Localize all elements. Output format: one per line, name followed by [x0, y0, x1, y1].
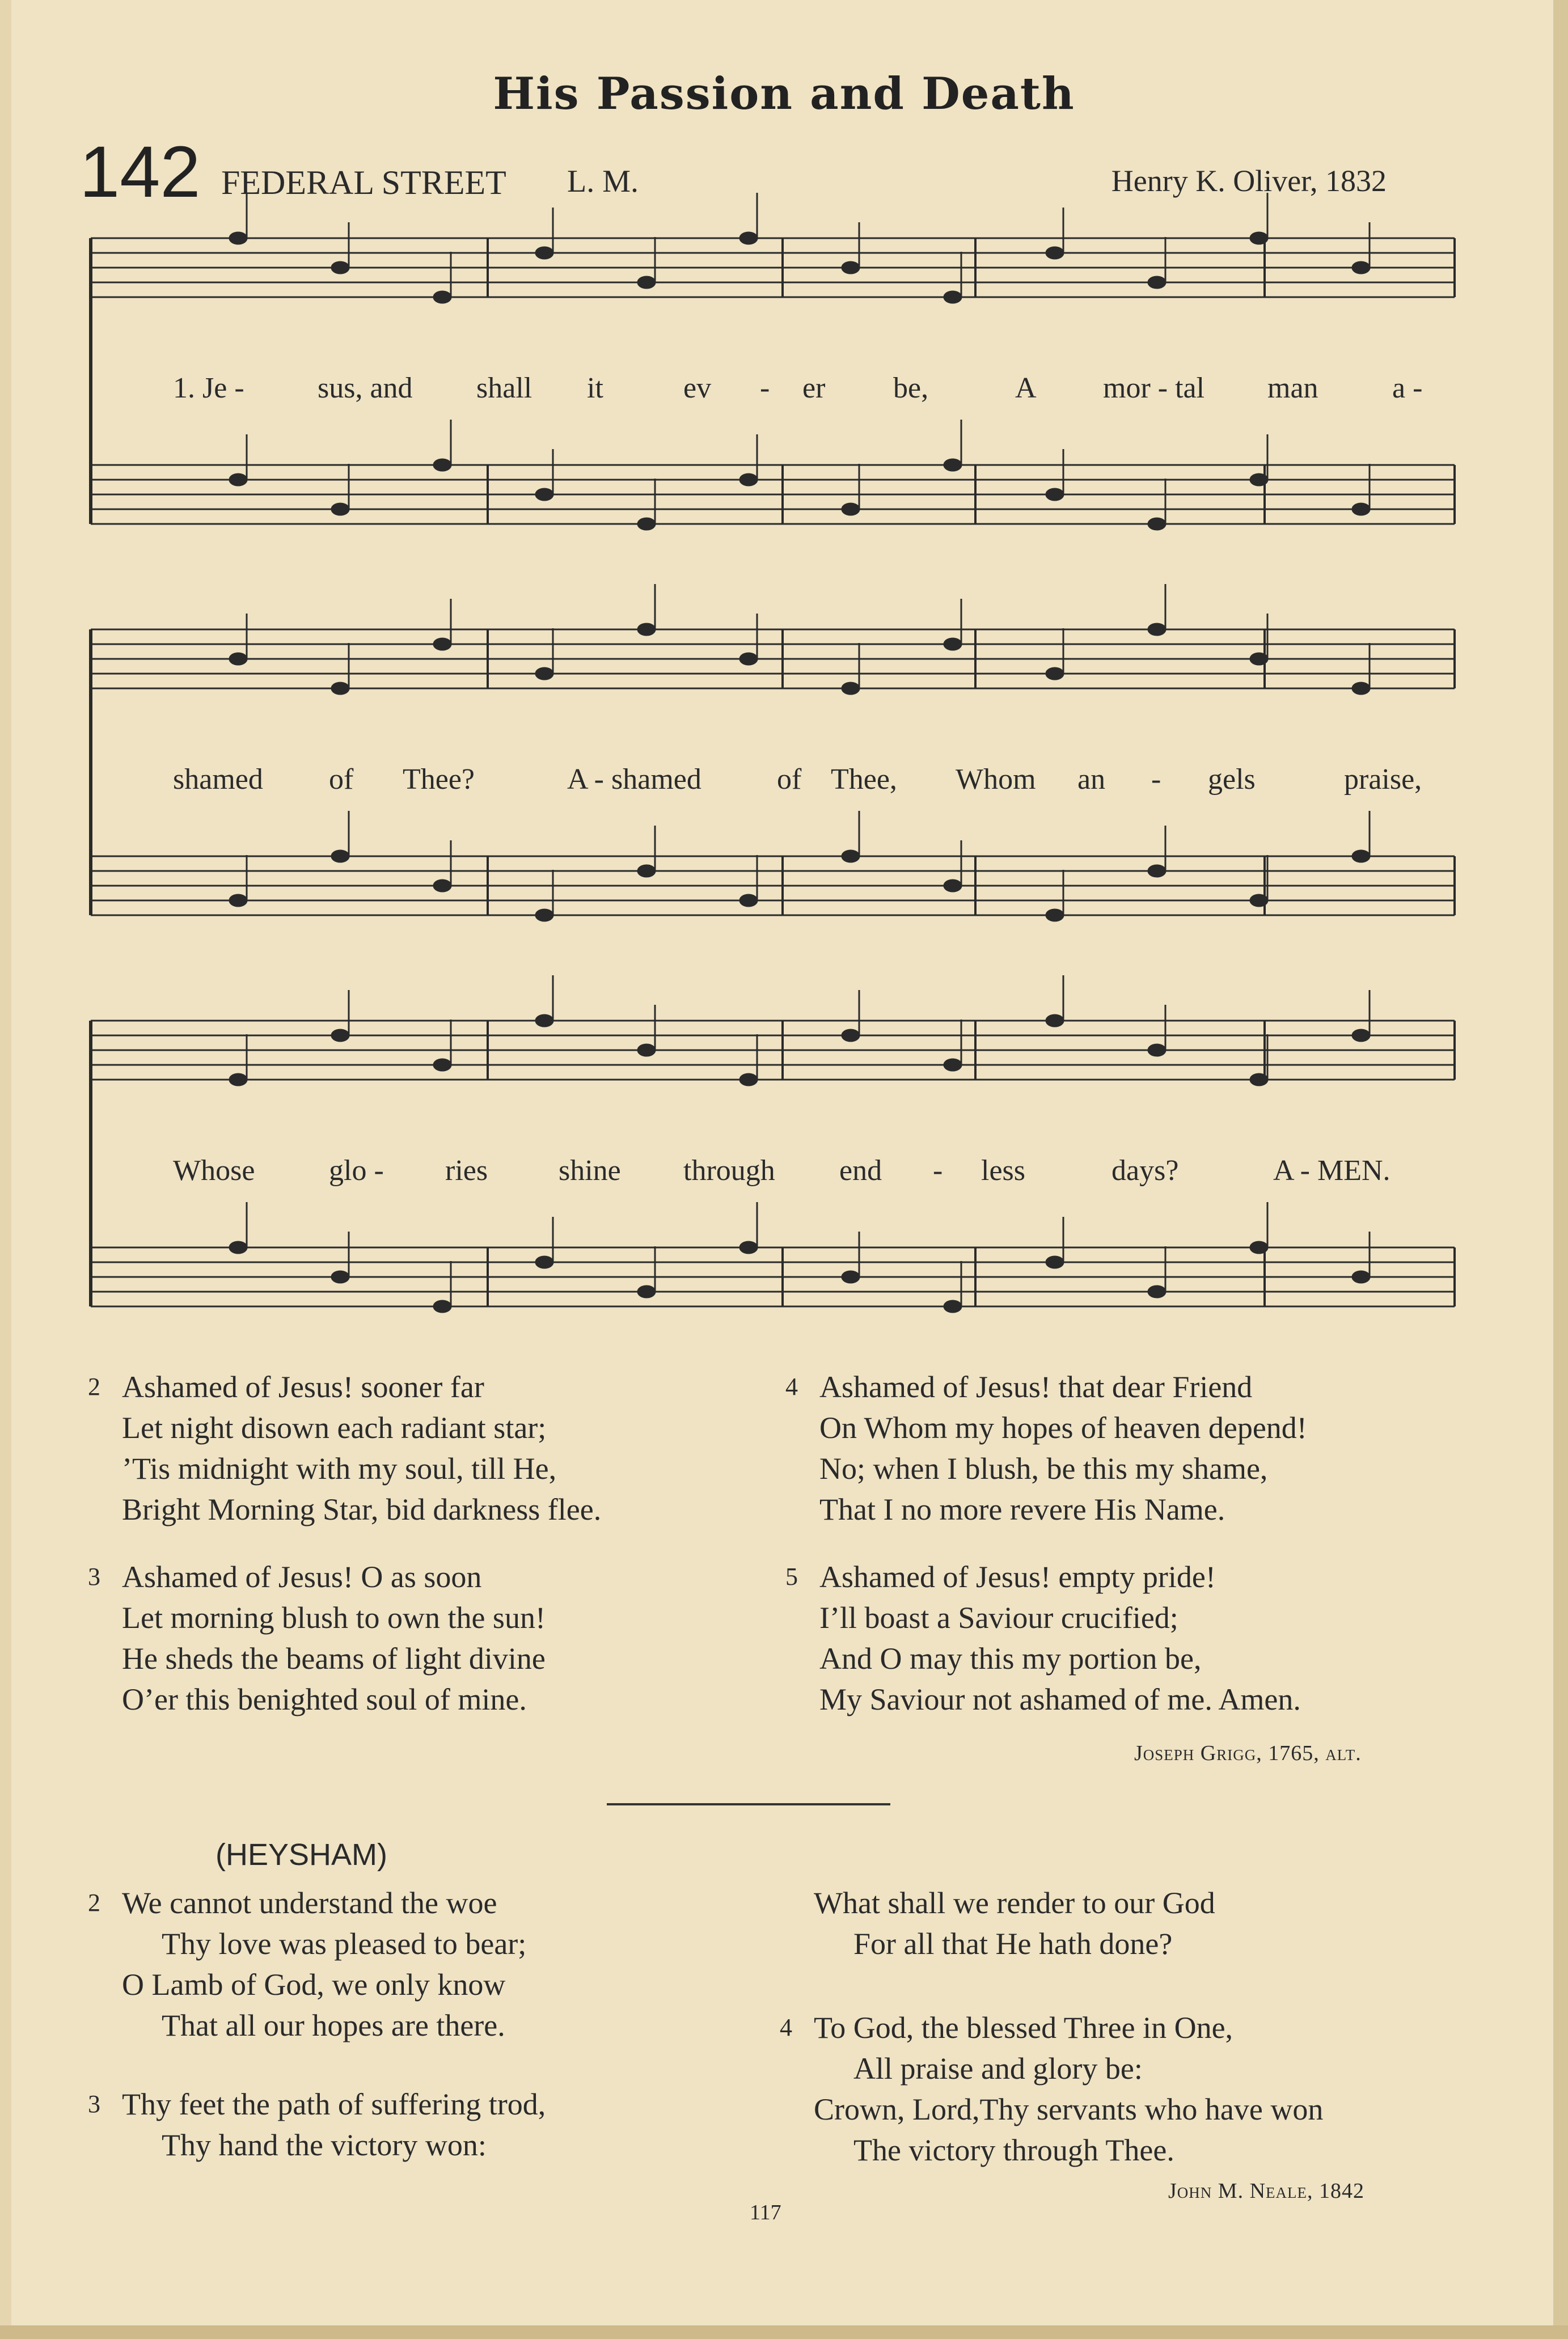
note-head [1250, 894, 1268, 907]
author-credit: Joseph Grigg, 1765, alt. [1134, 1741, 1362, 1765]
note-head [433, 638, 451, 650]
note-head [637, 276, 656, 289]
lyric: of [329, 763, 354, 796]
note-head [739, 473, 758, 486]
lyric: ev [683, 372, 712, 404]
note-head [535, 247, 553, 259]
verse-line: We cannot understand the woe [122, 1886, 497, 1920]
note-head [842, 850, 860, 862]
lyric: Whose [173, 1154, 255, 1187]
lyric: man [1267, 372, 1318, 404]
lyric: it [587, 372, 603, 404]
note-head [229, 1241, 247, 1254]
note-head [842, 1271, 860, 1283]
verse-line: ’Tis midnight with my soul, till He, [122, 1452, 557, 1486]
note-head [331, 850, 349, 862]
note-head [1250, 653, 1268, 665]
heysham-verse-4 [780, 2007, 1324, 2171]
note-head [229, 653, 247, 665]
verse-line: That all our hopes are there. [162, 2008, 505, 2042]
note-head [944, 291, 962, 303]
note-head [433, 1059, 451, 1071]
note-head [944, 459, 962, 471]
lyric: praise, [1344, 763, 1422, 796]
lyric: - [1151, 763, 1161, 796]
lyric: A - MEN. [1273, 1154, 1391, 1187]
heysham-title: (HEYSHAM) [215, 1838, 388, 1872]
verse-number: 5 [785, 1563, 798, 1591]
author-credit: John M. Neale, 1842 [1168, 2179, 1364, 2203]
note-head [229, 1073, 247, 1086]
note-head [944, 1059, 962, 1071]
note-head [1148, 1044, 1166, 1056]
verse-line: O Lamb of God, we only know [122, 1968, 506, 2002]
note-head [331, 261, 349, 274]
note-head [944, 879, 962, 892]
lyric: Thee? [403, 763, 475, 796]
note-head [433, 879, 451, 892]
lyric: through [683, 1154, 775, 1187]
verse-number: 2 [88, 1373, 100, 1401]
note-head [331, 503, 349, 515]
note-head [535, 909, 553, 921]
verse-line: Ashamed of Jesus! O as soon [122, 1560, 482, 1594]
note-head [535, 1014, 553, 1027]
verse-line: Crown, Lord,Thy servants who have won [814, 2092, 1324, 2126]
lyric: sus, and [318, 372, 413, 404]
note-head [433, 291, 451, 303]
lyric: - [760, 372, 770, 404]
note-head [842, 682, 860, 695]
note-head [944, 1300, 962, 1313]
note-head [739, 232, 758, 244]
note-head [331, 1029, 349, 1042]
verse-line: Thy feet the path of suffering trod, [122, 2087, 546, 2121]
page-number: 117 [750, 2201, 781, 2224]
verse-line: I’ll boast a Saviour crucified; [819, 1601, 1178, 1635]
verse-line: That I no more revere His Name. [819, 1492, 1225, 1526]
note-head [637, 865, 656, 877]
note-head [1148, 623, 1166, 636]
note-head [1046, 1256, 1064, 1268]
lyric: shine [559, 1154, 621, 1187]
lyric: end [839, 1154, 882, 1187]
lyric: A [1015, 372, 1037, 404]
note-head [637, 518, 656, 530]
tune-name: FEDERAL STREET [221, 164, 506, 201]
lyric: shall [476, 372, 532, 404]
section-heading: His Passion and Death [493, 68, 1075, 120]
verse-line: The victory through Thee. [853, 2133, 1174, 2167]
divider [607, 1803, 890, 1805]
note-head [535, 1256, 553, 1268]
lyric: Thee, [831, 763, 897, 796]
heysham-verse-2 [88, 1883, 527, 2046]
note-head [1352, 1029, 1370, 1042]
note-head [637, 1044, 656, 1056]
verse-line: O’er this benighted soul of mine. [122, 1682, 527, 1716]
verse-5 [785, 1556, 1301, 1720]
lyric: of [777, 763, 802, 796]
verse-line: No; when I blush, be this my shame, [819, 1452, 1268, 1486]
verse-number: 4 [785, 1373, 798, 1401]
note-head [739, 1241, 758, 1254]
lyric: 1. Je - [173, 372, 244, 404]
note-head [1046, 247, 1064, 259]
lyric: glo - [329, 1154, 384, 1187]
verse-line: On Whom my hopes of heaven depend! [819, 1411, 1307, 1445]
verse-line: Bright Morning Star, bid darkness flee. [122, 1492, 602, 1526]
note-head [1148, 1285, 1166, 1298]
note-head [1352, 850, 1370, 862]
verse-2 [88, 1367, 602, 1530]
note-head [535, 667, 553, 680]
verse-line: Ashamed of Jesus! sooner far [122, 1370, 484, 1404]
composer: Henry K. Oliver, 1832 [1111, 164, 1387, 198]
note-head [1250, 232, 1268, 244]
lyric: mor - tal [1103, 372, 1205, 404]
verse-line: Let morning blush to own the sun! [122, 1601, 546, 1635]
note-head [1046, 667, 1064, 680]
lyric: Whom [956, 763, 1036, 796]
lyric: A - shamed [567, 763, 701, 796]
lyric: less [981, 1154, 1025, 1187]
note-head [842, 1029, 860, 1042]
note-head [1148, 865, 1166, 877]
note-head [1046, 1014, 1064, 1027]
note-head [331, 682, 349, 695]
note-head [229, 894, 247, 907]
note-head [739, 653, 758, 665]
verse-line: Thy hand the victory won: [162, 2128, 487, 2162]
note-head [842, 261, 860, 274]
lyric: er [802, 372, 826, 404]
lyric: an [1077, 763, 1106, 796]
note-head [637, 1285, 656, 1298]
note-head [1352, 503, 1370, 515]
lyric: gels [1208, 763, 1256, 796]
note-head [1250, 1241, 1268, 1254]
note-head [637, 623, 656, 636]
verse-number: 3 [88, 2090, 100, 2118]
verse-line: Let night disown each radiant star; [122, 1411, 547, 1445]
note-head [842, 503, 860, 515]
heysham-verse-3-cont [814, 1883, 1215, 1964]
note-head [433, 1300, 451, 1313]
meter: L. M. [567, 164, 639, 199]
lyric: shamed [173, 763, 263, 796]
note-head [535, 488, 553, 501]
lyric: days? [1111, 1154, 1179, 1187]
note-head [739, 1073, 758, 1086]
note-head [1148, 518, 1166, 530]
page-bottom-edge [0, 2325, 1568, 2339]
verse-line: Thy love was pleased to bear; [162, 1927, 527, 1961]
verse-line: All praise and glory be: [853, 2052, 1143, 2086]
note-head [1250, 1073, 1268, 1086]
verse-number: 4 [780, 2014, 792, 2041]
lyric: a - [1392, 372, 1423, 404]
heysham-verse-3 [88, 2084, 546, 2165]
note-head [1352, 1271, 1370, 1283]
note-head [944, 638, 962, 650]
verse-line: For all that He hath done? [853, 1927, 1173, 1961]
note-head [739, 894, 758, 907]
verse-line: My Saviour not ashamed of me. Amen. [819, 1682, 1301, 1716]
note-head [1148, 276, 1166, 289]
verse-line: To God, the blessed Three in One, [814, 2011, 1233, 2045]
verse-number: 2 [88, 1889, 100, 1917]
verse-4 [785, 1367, 1307, 1530]
note-head [229, 232, 247, 244]
hymn-number: 142 [79, 132, 201, 213]
note-head [1250, 473, 1268, 486]
note-head [331, 1271, 349, 1283]
verse-line: Ashamed of Jesus! that dear Friend [819, 1370, 1253, 1404]
note-head [1352, 682, 1370, 695]
note-head [229, 473, 247, 486]
verse-3 [88, 1556, 546, 1720]
note-head [1046, 488, 1064, 501]
note-head [433, 459, 451, 471]
verse-line: He sheds the beams of light divine [122, 1642, 546, 1676]
verse-line: Ashamed of Jesus! empty pride! [819, 1560, 1216, 1594]
note-head [1046, 909, 1064, 921]
note-head [1352, 261, 1370, 274]
verse-number: 3 [88, 1563, 100, 1591]
lyric: - [933, 1154, 943, 1187]
lyric: ries [445, 1154, 488, 1187]
verse-line: And O may this my portion be, [819, 1642, 1202, 1676]
lyric: be, [893, 372, 929, 404]
verse-line: What shall we render to our God [814, 1886, 1215, 1920]
